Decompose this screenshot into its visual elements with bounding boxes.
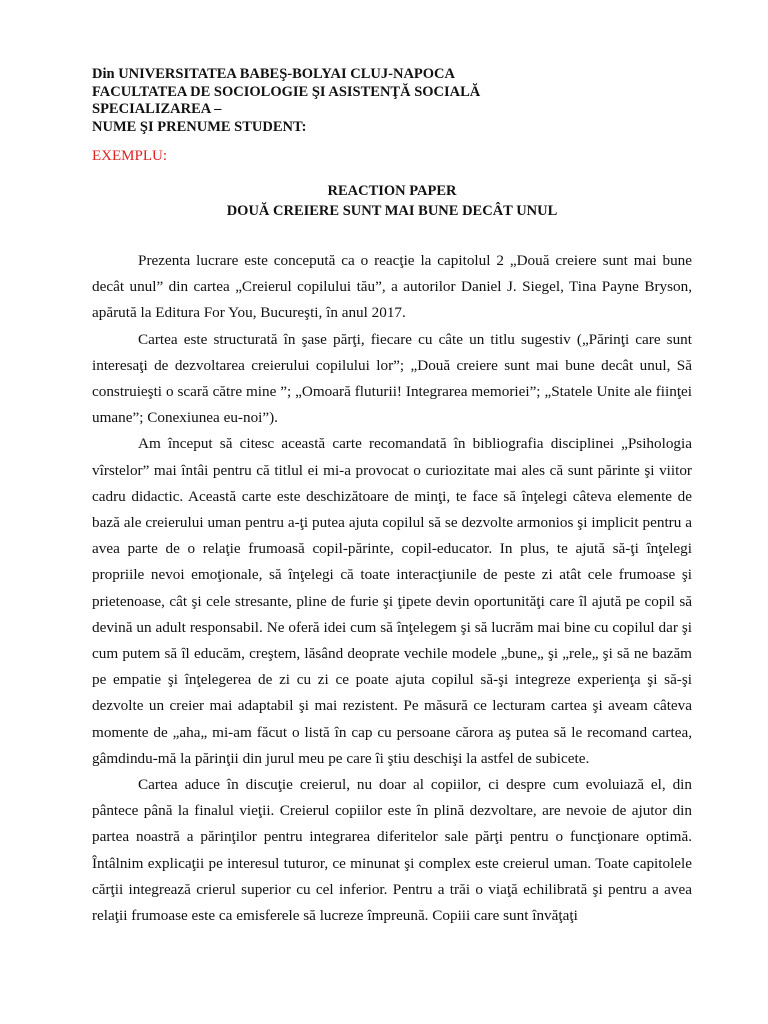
document-subtitle: DOUĂ CREIERE SUNT MAI BUNE DECÂT UNUL [226,203,558,219]
document-body [92,248,692,929]
university-line: Din UNIVERSITATEA BABEŞ-BOLYAI CLUJ-NAPOCA [92,66,455,82]
faculty-line: FACULTATEA DE SOCIOLOGIE ŞI ASISTENŢĂ SOCIALĂ [92,83,481,100]
document-title: REACTION PAPER [327,183,457,199]
paragraph: Prezenta lucrare este concepută ca o reacţie la capitolul 2 „Două creiere sunt mai bune decât unul” din cartea „Creierul copilului tău”, a autorilor Daniel J. Siegel, Tina Payne Bryson, apărută la Editura For You, Bucureşti, în anul 2017. [92,252,692,322]
paragraph: Am început să citesc această carte recomandată în bibliografia disciplinei „Psihologia vîrstelor” mai întâi pentru că titlul ei mi-a provocat o curiozitate mai ales că sunt părinte şi viitor cadru didactic. Această carte este deschizătoare de minţi, te face să înţelegi câteva elemente de bază ale creierului uman pentru a-ţi putea ajuta copilul să se dezvolte armonios şi implicit pentru a avea parte de o relaţie frumoasă copil-părinte, copil-educator. In plus, te ajută să-ţi înţelegi propriile nevoi emoţionale, să înţelegi că toate interacţiunile de peste zi atât cele frumoase şi prietenoase, cât şi cele stresante, pline de furie şi ţipete devin oportunităţi care îl ajută pe copil să devină un adult responsabil. Ne oferă idei cum să înţelegem şi să lucrăm mai bine cu copilul dar şi cum putem să îl educăm, creştem, lăsând deoprate vechile modele „bune„ şi „rele„ şi să ne bazăm pe empatie şi înţelegerea de zi cu zi ce poate ajuta copilul să-şi integreze experienţa şi să-şi dezvolte un creier mai adaptabil şi mai rezistent. Pe măsură ce lecturam cartea şi aveam câteva momente de „aha„ mi-am făcut o listă în cap cu persoane cărora aş putea să le recomand cartea, gâmdindu-mă la părinţii din jurul meu pe care îi ştiu deschişi la astfel de subicete. [92,435,692,767]
paragraph: Cartea este structurată în şase părţi, fiecare cu câte un titlu sugestiv („Părinţi care sunt interesaţi de dezvoltarea creierului copilului lor”; „Două creiere sunt mai bune decât unul, Să construieşti o scară către mine ”; „Omoară fluturii! Integrarea memoriei”; „Statele Unite ale fiinţei umane”; Conexiunea eu-noi”). [92,330,692,427]
title-block [92,181,692,221]
paragraph: Cartea aduce în discuţie creierul, nu doar al copiilor, ci despre cum evoluiază el, din pântece până la finalul vieţii. Creierul copiilor este în plină dezvoltare, are nevoie de ajutor din partea noastră a părinţilor pentru integrarea diferitelor sale părţi pentru o funcţionare optimă. Întâlnim explicaţii pe interesul tuturor, ce minunat şi complex este creierul uman. Toate capitolele cărţii integrează crierul superior cu cel inferior. Pentru a trăi o viaţă echilibrată şi pentru a avea relaţii frumoase este ca emisferele să lucreze împreună. Copiii care sunt învăţaţi [92,776,692,925]
student-name-line: NUME ŞI PRENUME STUDENT: [92,118,307,135]
document-header [92,66,692,136]
specialization-line: SPECIALIZAREA – [92,101,222,117]
example-label: EXEMPLU: [92,148,167,164]
